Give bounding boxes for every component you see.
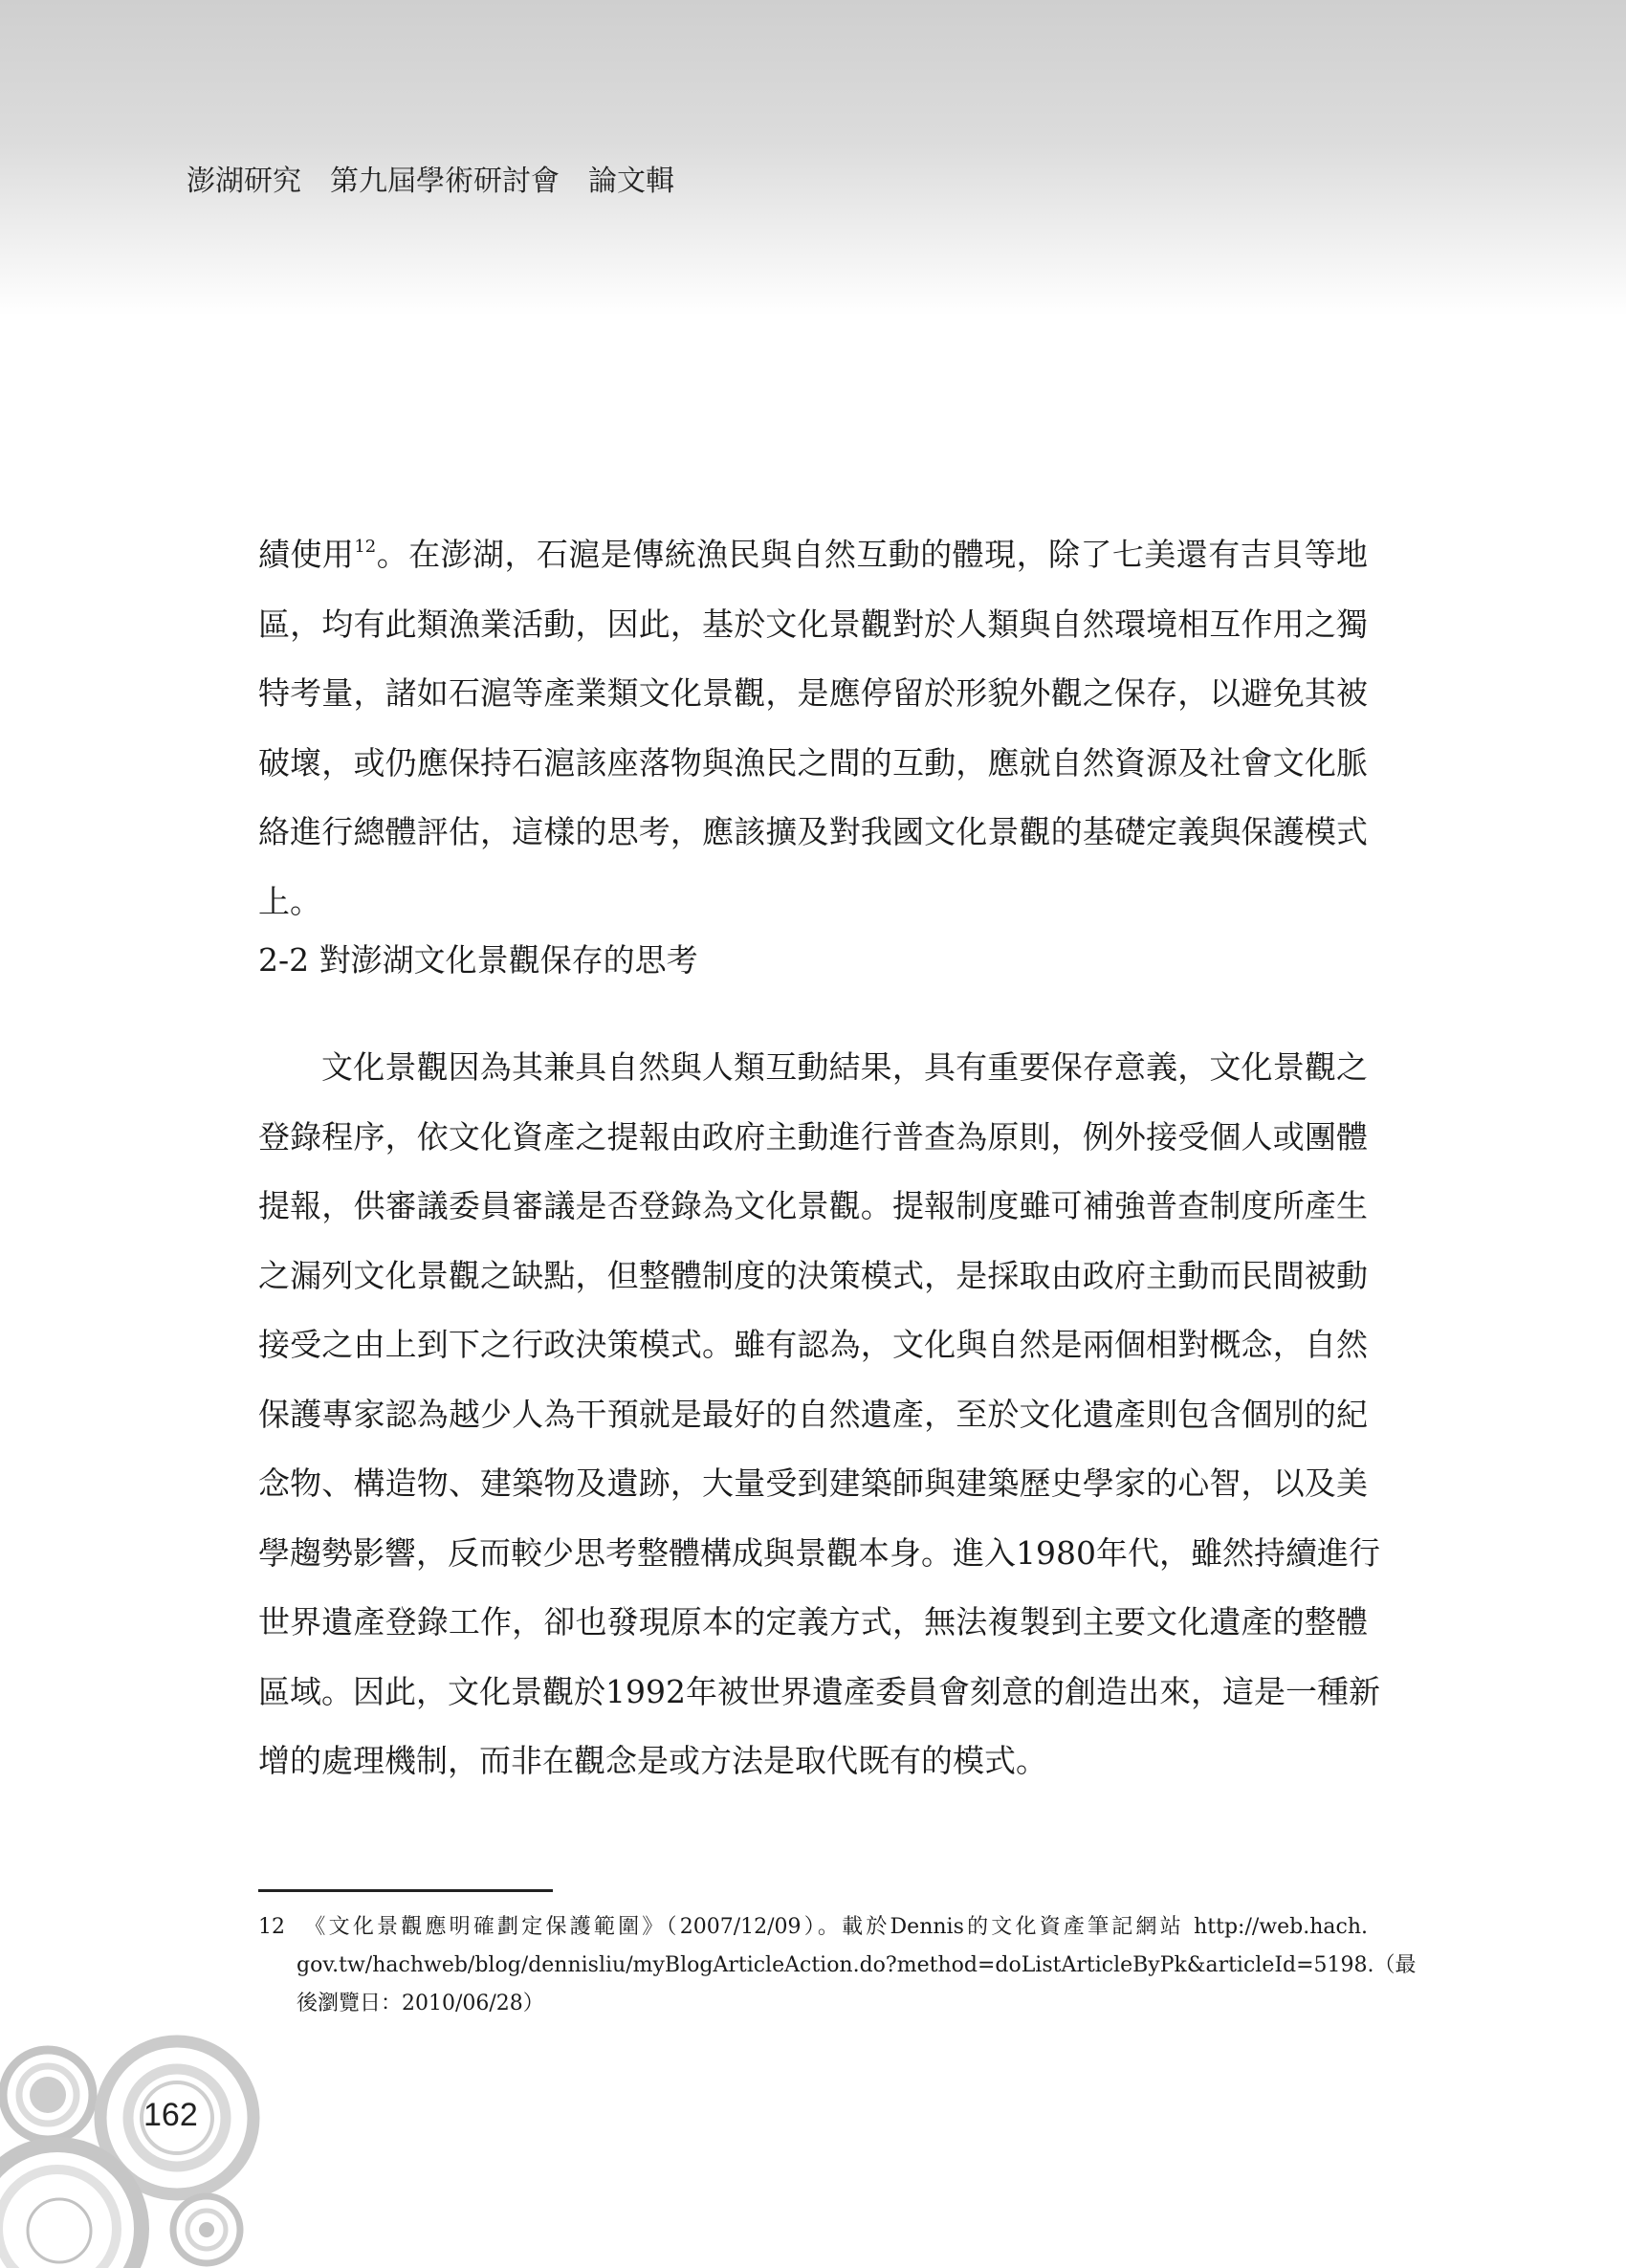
footnote-line[interactable]: gov.tw/hachweb/blog/dennisliu/myBlogArticleAction.do?method=doListArticleByPk&articleId=5198.（最 (297, 1953, 1417, 1977)
page-number: 162 (143, 2097, 198, 2133)
footnote-ref[interactable]: 12 (354, 537, 377, 557)
section-heading: 2-2 對澎湖文化景觀保存的思考 (258, 941, 698, 979)
footnote-text: 《文化景觀應明確劃定保護範圍》（2007/12/09）。載於Dennis的文化資產筆記網站 http://web.hach. (304, 1915, 1368, 1939)
footnote (258, 1908, 1417, 2023)
paragraph-line: 學趨勢影響，反而較少思考整體構成與景觀本身。進入1980年代，雖然持續進行 (258, 1533, 1380, 1572)
paragraph-line: 增的處理機制，而非在觀念是或方法是取代既有的模式。 (258, 1742, 1047, 1779)
paragraph-line: 之漏列文化景觀之缺點，但整體制度的決策模式，是採取由政府主動而民間被動 (258, 1256, 1368, 1294)
paragraph-2 (258, 1033, 1380, 1796)
paragraph-line: 區，均有此類漁業活動，因此，基於文化景觀對於人類與自然環境相互作用之獨 (258, 605, 1368, 643)
paragraph-line: 區域。因此，文化景觀於1992年被世界遺產委員會刻意的創造出來，這是一種新 (258, 1672, 1380, 1710)
paragraph-line (258, 520, 1368, 590)
paragraph-line: 念物、構造物、建築物及遺跡，大量受到建築師與建築歷史學家的心智，以及美 (258, 1464, 1368, 1502)
line-text: 。在澎湖，石滬是傳統漁民與自然互動的體現，除了七美還有吉貝等地 (376, 536, 1369, 573)
line-text: 績使用 (258, 536, 355, 573)
paragraph-line: 文化景觀因為其兼具自然與人類互動結果，具有重要保存意義，文化景觀之 (321, 1048, 1368, 1086)
paragraph-line: 特考量，諸如石滬等產業類文化景觀，是應停留於形貌外觀之保存，以避免其被 (258, 674, 1368, 712)
paragraph-line: 世界遺產登錄工作，卻也發現原本的定義方式，無法複製到主要文化遺產的整體 (258, 1603, 1368, 1640)
paragraph-line: 接受之由上到下之行政決策模式。雖有認為，文化與自然是兩個相對概念，自然 (258, 1326, 1368, 1363)
paragraph-1 (258, 520, 1368, 936)
paragraph-line: 破壞，或仍應保持石滬該座落物與漁民之間的互動，應就自然資源及社會文化脈 (258, 743, 1368, 782)
footnote-line: 後瀏覽日：2010/06/28） (297, 1992, 544, 2015)
paragraph-line: 絡進行總體評估，這樣的思考，應該擴及對我國文化景觀的基礎定義與保護模式 (258, 813, 1368, 850)
paragraph-line: 保護專家認為越少人為干預就是最好的自然遺產，至於文化遺產則包含個別的紀 (258, 1395, 1368, 1433)
footnote-separator (258, 1889, 553, 1892)
footnote-line (258, 1908, 1368, 1947)
paragraph-line: 上。 (258, 882, 321, 920)
paragraph-line: 提報，供審議委員審議是否登錄為文化景觀。提報制度雖可補強普查制度所產生 (258, 1187, 1368, 1224)
concentric-circles-decoration (0, 2009, 287, 2268)
running-head: 澎湖研究 第九屆學術研討會 論文輯 (187, 165, 674, 198)
footnote-number: 12 (258, 1915, 285, 1939)
paragraph-line: 登錄程序，依文化資產之提報由政府主動進行普查為原則，例外接受個人或團體 (258, 1117, 1368, 1156)
